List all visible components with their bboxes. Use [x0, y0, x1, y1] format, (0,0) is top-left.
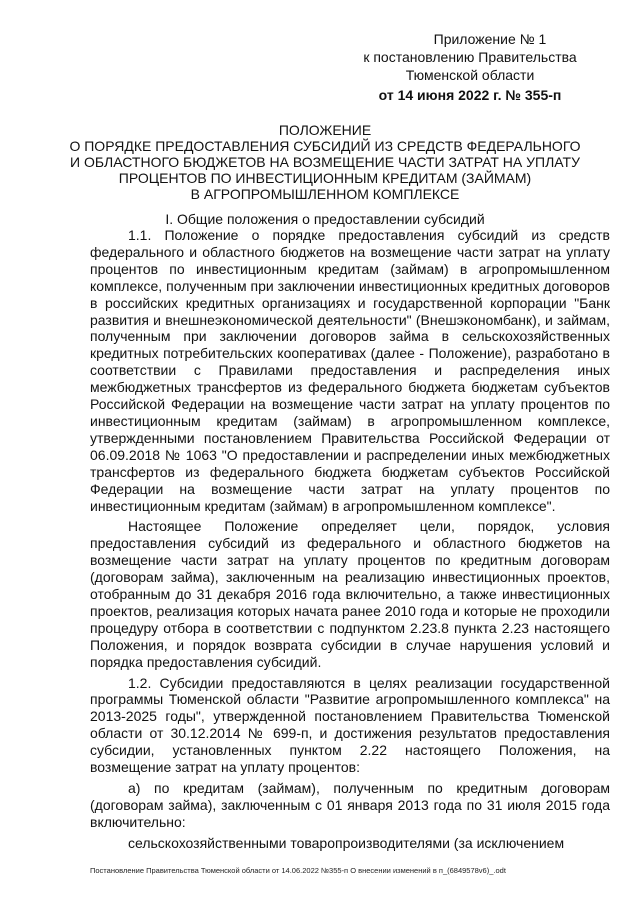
- document-title: [60, 122, 590, 202]
- paragraph-1-2: 1.2. Субсидии предоставляются в целях реализации государственной программы Тюменской области "Развитие агропромышленного комплекса" на 2013-2025 годы", утвержденной постановлением Правительства Тюменской области от 30.12.2014 № 699-п, и достижения результатов предоставления субсидии, установленных пунктом 2.22 настоящего Положения, на возмещение затрат на уплату процентов:: [90, 674, 610, 776]
- appendix-block: [360, 30, 580, 104]
- appendix-resolution-ref: к постановлению Правительства: [363, 49, 577, 65]
- document-body: [90, 227, 610, 856]
- title-line-4: ПРОЦЕНТОВ ПО ИНВЕСТИЦИОННЫМ КРЕДИТАМ (ЗАЙМАМ): [118, 170, 532, 186]
- section-heading: I. Общие положения о предоставлении субсидий: [165, 211, 485, 227]
- paragraph-scope: Настоящее Положение определяет цели, порядок, условия предоставления субсидий из федерального и областного бюджетов на возмещение части затрат на уплату процентов по кредитным договорам (договорам займа), заключенным на реализацию инвестиционных проектов, отобранным до 31 декабря 2016 года включительно, а также инвестиционных проектов, реализация которых начата ранее 2010 года и которые не проходили процедуру отбора в соответствии с подпунктом 2.23.8 пункта 2.23 настоящего Положения, и порядок возврата субсидии в случае нарушения условий и порядка предоставления субсидий.: [90, 518, 610, 670]
- appendix-date-number: от 14 июня 2022 г. № 355-п: [378, 87, 562, 103]
- paragraph-1-1: 1.1. Положение о порядке предоставления субсидий из средств федерального и областного бюджетов на возмещение части затрат на уплату процентов по инвестиционным кредитам (займам) в агропромышленном комплексе, полученным при заключении инвестиционных кредитных договоров в российских кредитных организациях и государственной корпорации "Банк развития и внешнеэкономической деятельности" (Внешэкономбанк), и займам, полученным при заключении договоров займа в сельскохозяйственных кредитных потребительских кооперативах (далее - Положение), разработано в соответствии с Правилами предоставления и распределения иных межбюджетных трансфертов из федерального бюджета бюджетам субъектов Российской Федерации на возмещение части затрат на уплату процентов по инвестиционным кредитам (займам) в агропромышленном комплексе, утвержденными постановлением Правительства Российской Федерации от 06.09.2018 № 1063 "О предоставлении и распределении иных межбюджетных трансфертов из федерального бюджета бюджетам субъектов Российской Федерации на возмещение части затрат на уплату процентов по инвестиционным кредитам (займам) в агропромышленном комплексе".: [90, 227, 610, 514]
- title-line-3: И ОБЛАСТНОГО БЮДЖЕТОВ НА ВОЗМЕЩЕНИЕ ЧАСТИ ЗАТРАТ НА УПЛАТУ: [70, 154, 580, 170]
- appendix-region: Тюменской области: [405, 67, 535, 83]
- paragraph-producers: сельскохозяйственными товаропроизводителями (за исключением: [128, 834, 565, 851]
- title-line-2: О ПОРЯДКЕ ПРЕДОСТАВЛЕНИЯ СУБСИДИЙ ИЗ СРЕДСТВ ФЕДЕРАЛЬНОГО: [69, 138, 581, 154]
- paragraph-a: а) по кредитам (займам), полученным по кредитным договорам (договорам займа), заключенным с 01 января 2013 года по 31 июля 2015 года включительно:: [90, 780, 610, 830]
- appendix-number: Приложение № 1: [433, 31, 547, 47]
- page-footer: Постановление Правительства Тюменской области от 14.06.2022 №355-п О внесении изменений в п_(6849578v6)_.odt: [90, 866, 506, 875]
- title-line-5: В АГРОПРОМЫШЛЕННОМ КОМПЛЕКСЕ: [190, 186, 460, 202]
- title-line-1: ПОЛОЖЕНИЕ: [278, 122, 372, 138]
